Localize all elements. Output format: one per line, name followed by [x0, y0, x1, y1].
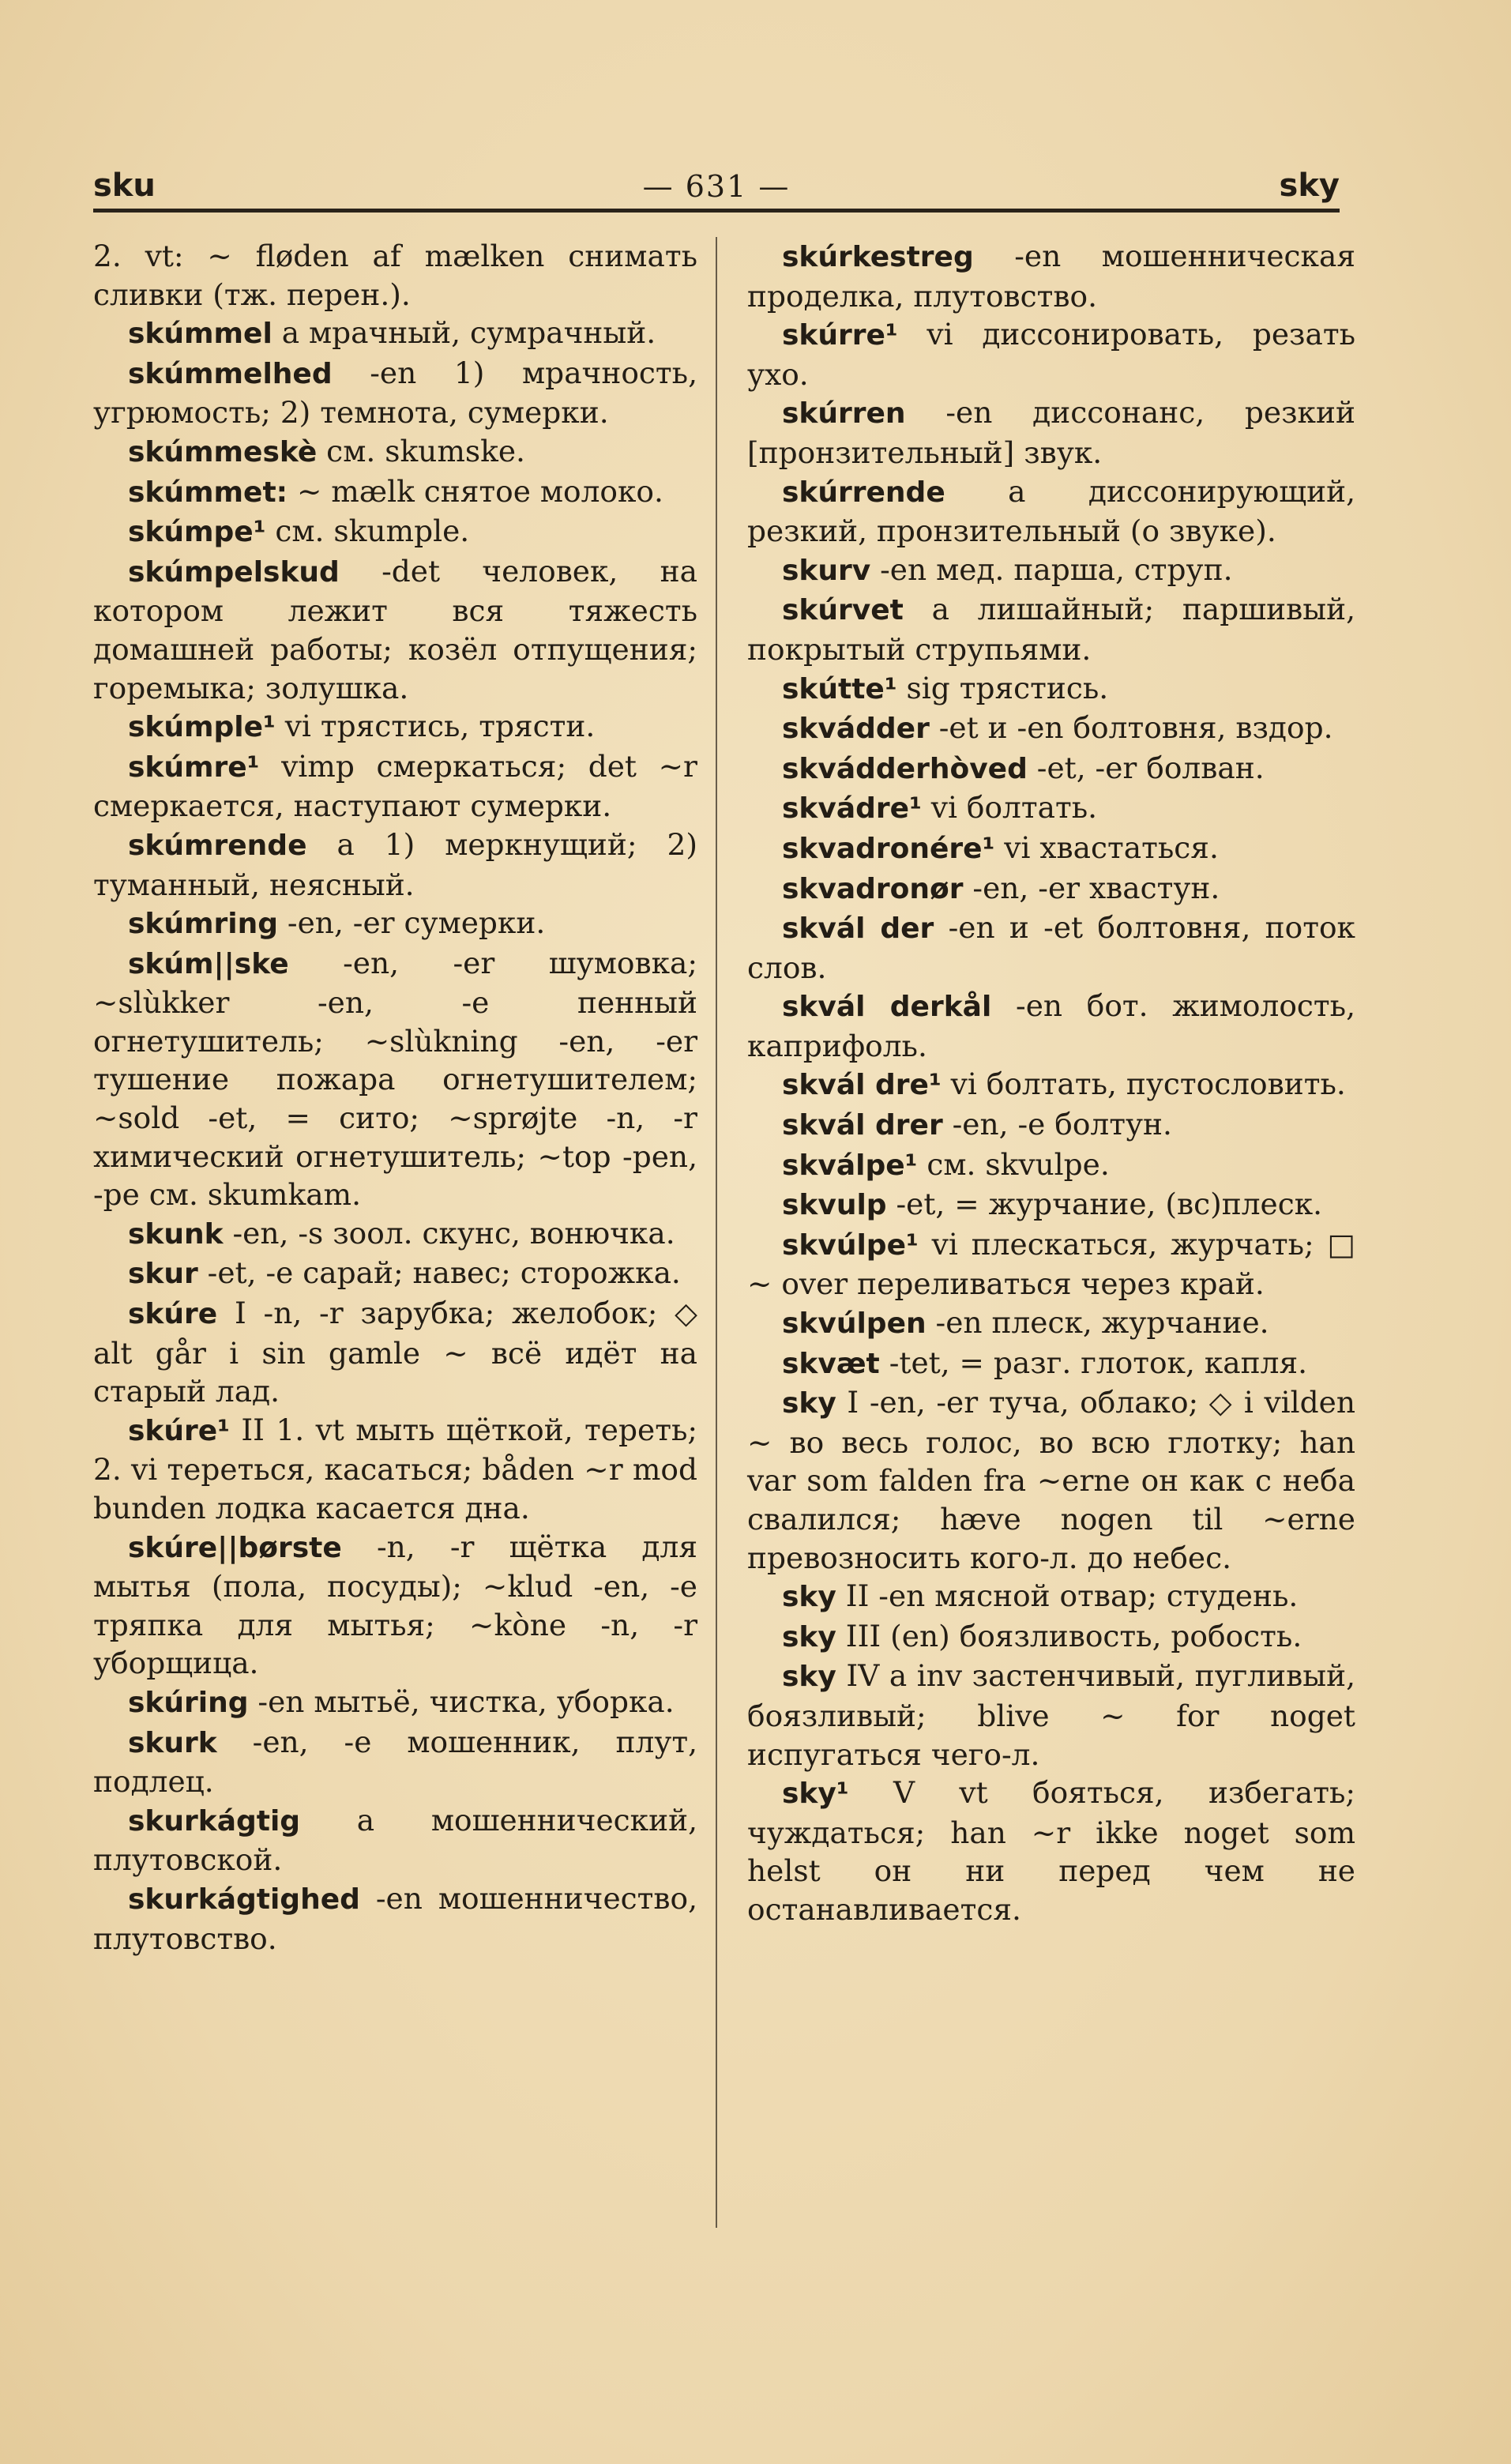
entry-headword: skurkágtig [128, 1804, 301, 1838]
entry-definition: a диссонирующий, резкий, пронзительный (о звуке). [747, 473, 1355, 549]
dictionary-entry [747, 1145, 1355, 1186]
dictionary-entry [747, 1617, 1355, 1657]
entry-definition: -n, -r щётка для мытья (пола, посуды); ~klud -en, -e тряпка для мытья; ~kòne -n, -r уборщица. [93, 1529, 697, 1681]
dictionary-entry [747, 1344, 1355, 1384]
entry-headword: skvulp [782, 1189, 887, 1222]
entry-definition: см. skumske. [317, 433, 525, 468]
entry-headword: skúmmeskè [128, 435, 318, 468]
entry-definition: a лишайный; паршивый, покрытый струпьями. [747, 592, 1355, 667]
dictionary-entry [93, 1528, 697, 1683]
dictionary-entry [93, 552, 697, 707]
entry-definition: vi болтать, пустословить. [941, 1066, 1346, 1102]
entry-headword: skvadronør [782, 872, 964, 905]
entry-definition: -en диссонанс, резкий [пронзительный] звук. [747, 395, 1355, 470]
entry-headword: skvúlpen [782, 1307, 927, 1341]
left-column [93, 237, 697, 1958]
dictionary-entry [747, 749, 1355, 789]
entry-definition: ~ mælk снятое молоко. [288, 473, 663, 509]
entry-headword: skunk [128, 1217, 224, 1251]
entry-headword: skvádre¹ [782, 792, 922, 826]
dictionary-entry [93, 904, 697, 944]
entry-definition: -et, -er болван. [1027, 750, 1265, 785]
dictionary-entry [93, 1683, 697, 1723]
entry-headword: sky¹ [782, 1777, 849, 1811]
left-running-headword: sku [93, 167, 156, 204]
entry-definition: -et, = журчание, (вс)плеск. [886, 1187, 1323, 1222]
entry-headword: skúre¹ [128, 1414, 230, 1447]
entry-definition: -en плеск, журчание. [926, 1305, 1269, 1341]
entry-headword: skúmrende [128, 829, 307, 862]
entry-definition: -en, -e болтун. [942, 1107, 1172, 1142]
entry-definition: -en мед. парша, струп. [870, 551, 1233, 587]
dictionary-entry [747, 709, 1355, 749]
entry-headword: skvádderhòved [782, 752, 1028, 785]
dictionary-entry [747, 1774, 1355, 1928]
entry-headword: skurv [782, 554, 871, 587]
right-running-headword: sky [1279, 167, 1340, 204]
entry-definition: -et, -e сарай; навес; сторожка. [197, 1255, 681, 1291]
dictionary-entry [747, 1657, 1355, 1774]
dictionary-entry [93, 1214, 697, 1255]
entry-headword: sky [782, 1620, 836, 1653]
dictionary-entry [93, 1723, 697, 1801]
entry-headword: skúrren [782, 397, 906, 431]
dictionary-entry [747, 987, 1355, 1065]
entry-definition: a 1) меркнущий; 2) туманный, неясный. [93, 826, 697, 902]
entry-headword: sky [782, 1661, 836, 1694]
entry-headword: skúring [128, 1686, 249, 1719]
dictionary-entry [747, 472, 1355, 551]
entry-headword: skúmpelskud [128, 555, 340, 589]
entry-headword: skurk [128, 1726, 217, 1759]
entry-headword: skvæt [782, 1347, 880, 1380]
entry-headword: skvádder [782, 713, 930, 746]
entry-headword: skvál der [782, 912, 934, 946]
entry-definition: sig трястись. [896, 670, 1109, 705]
dictionary-entry [93, 707, 697, 747]
entry-definition: -en, -er хвастун. [963, 870, 1220, 905]
entry-headword: skúre [128, 1298, 218, 1331]
dictionary-entry [747, 393, 1355, 472]
entry-definition: vi болтать. [921, 790, 1098, 826]
entry-definition: -en мошенническая проделка, плутовство. [747, 239, 1355, 314]
dictionary-entry [747, 1065, 1355, 1105]
entry-headword: skvadronére¹ [782, 832, 995, 865]
entry-definition: -en, -s зоол. скунс, вонючка. [223, 1215, 675, 1251]
dictionary-entry [747, 869, 1355, 909]
entry-headword: sky [782, 1387, 836, 1420]
dictionary-entry [93, 237, 697, 314]
entry-headword: skúrre¹ [782, 319, 898, 352]
dictionary-entry [93, 354, 697, 432]
dictionary-entry [93, 1879, 697, 1958]
entry-headword: skválpe¹ [782, 1149, 918, 1182]
dictionary-entry [747, 1383, 1355, 1577]
entry-headword: skvál drer [782, 1109, 943, 1142]
header-rule [93, 209, 1340, 213]
entry-headword: skúrrende [782, 476, 945, 509]
entry-definition: V vt бояться, избегать; чуждаться; han ~r ikke noget som helst он ни перед чем не останавливается. [747, 1775, 1355, 1927]
entry-headword: skúmple¹ [128, 711, 276, 744]
entry-headword: skúmmet: [128, 476, 288, 509]
entry-definition: vimp смеркаться; det ~r смеркается, наступают сумерки. [93, 748, 697, 824]
dictionary-entry [747, 1105, 1355, 1145]
entry-definition: II -en мясной отвар; студень. [836, 1578, 1299, 1614]
page-number: — 631 — [642, 169, 791, 204]
entry-headword: skvál derkål [782, 991, 992, 1024]
entry-headword: skvál dre¹ [782, 1069, 942, 1102]
dictionary-entry [93, 1801, 697, 1879]
entry-headword: skúmring [128, 908, 279, 941]
entry-definition: -en, -e мошенник, плут, подлец. [93, 1724, 697, 1800]
dictionary-entry [747, 1225, 1355, 1303]
entry-definition: -et и -en болтовня, вздор. [929, 710, 1333, 746]
entry-definition: -en мытьё, чистка, уборка. [248, 1683, 675, 1719]
entry-definition: -en 1) мрачность, угрюмость; 2) темнота, сумерки. [93, 355, 697, 431]
dictionary-entry [93, 472, 697, 513]
entry-definition: I -en, -er туча, облако; ◇ i vilden ~ во весь голос, во всю глотку; han var som falden fra ~erne он как с неба свалился; hæve nogen til ~erne превозносить кого-л. до небес. [747, 1385, 1355, 1575]
dictionary-entry [747, 590, 1355, 668]
dictionary-entry [747, 908, 1355, 987]
entry-headword: skúmpe¹ [128, 516, 266, 549]
dictionary-entry [93, 432, 697, 472]
entry-definition: vi плескаться, журчать; □ ~ over переливаться через край. [747, 1226, 1355, 1302]
dictionary-entry [93, 826, 697, 904]
entry-headword: skúm||ske [128, 947, 289, 980]
entry-definition: vi хвастаться. [994, 829, 1219, 865]
dictionary-entry [747, 1185, 1355, 1225]
page-header [93, 155, 1340, 210]
entry-definition: см. skumple. [265, 513, 470, 549]
entry-headword: skúrkestreg [782, 241, 974, 273]
entry-headword: skurkágtighed [128, 1883, 360, 1916]
entry-definition: см. skvulpe. [917, 1146, 1110, 1182]
dictionary-entry [93, 1411, 697, 1528]
dictionary-entry [93, 944, 697, 1214]
entry-definition: -tet, = разг. глоток, капля. [879, 1345, 1308, 1380]
entry-definition: IV a inv застенчивый, пугливый, боязливый; blive ~ for noget испугаться чего-л. [747, 1658, 1355, 1772]
entry-headword: skúmmel [128, 318, 273, 351]
entry-definition: -en, -er шумовка; ~slùkker -en, -e пенный огнетушитель; ~slùkning -en, -er тушение пожара огнетушителем; ~sold -et, = сито; ~sprøjte -n, -r химический огнетушитель; ~top -pen, -pe см. skumkam. [93, 945, 697, 1213]
entry-definition: vi диссонировать, резать ухо. [747, 317, 1355, 392]
entry-definition: vi трястись, трясти. [275, 709, 596, 744]
dictionary-entry [93, 1254, 697, 1294]
entry-headword: skur [128, 1258, 198, 1291]
dictionary-entry [747, 315, 1355, 393]
dictionary-entry [747, 669, 1355, 709]
entry-headword: skútte¹ [782, 672, 897, 705]
entry-definition: -en мошенничество, плутовство. [93, 1880, 697, 1956]
entry-definition: -en, -er сумерки. [278, 905, 546, 941]
entry-definition: -en и -et болтовня, поток слов. [747, 910, 1355, 985]
dictionary-entry [93, 314, 697, 354]
entry-definition: a мрачный, сумрачный. [272, 315, 656, 351]
dictionary-entry [747, 1303, 1355, 1344]
dictionary-entry [747, 551, 1355, 591]
entry-definition: II 1. vt мыть щёткой, тереть; 2. vi тереться, касаться; båden ~r mod bunden лодка касается дна. [93, 1412, 697, 1525]
right-column [747, 237, 1355, 1929]
entry-definition: a мошеннический, плутовской. [93, 1802, 697, 1878]
entry-definition: III (en) боязливость, робость. [836, 1618, 1302, 1653]
dictionary-entry [747, 788, 1355, 829]
entry-headword: skvúlpe¹ [782, 1228, 919, 1262]
dictionary-entry [93, 747, 697, 826]
dictionary-entry [747, 829, 1355, 869]
entry-definition: I -n, -r зарубка; желобок; ◇ alt går i sin gamle ~ всё идёт на старый лад. [93, 1296, 697, 1409]
dictionary-entry [93, 512, 697, 552]
entry-definition: -en бот. жимолость, каприфоль. [747, 988, 1355, 1063]
dictionary-entry [747, 237, 1355, 315]
entry-definition: 2. vt: ~ fløden af mælken снимать сливки (тж. перен.). [93, 239, 697, 312]
dictionary-entry [93, 1294, 697, 1411]
entry-headword: skúre||børste [128, 1531, 342, 1564]
entry-headword: sky [782, 1581, 836, 1614]
dictionary-entry [747, 1577, 1355, 1617]
column-divider [716, 237, 717, 2228]
entry-headword: skúmre¹ [128, 750, 260, 784]
entry-headword: skúmmelhed [128, 357, 333, 390]
entry-definition: -det человек, на котором лежит вся тяжесть домашней работы; козёл отпущения; горемыка; золушка. [93, 553, 697, 705]
entry-headword: skúrvet [782, 594, 904, 627]
